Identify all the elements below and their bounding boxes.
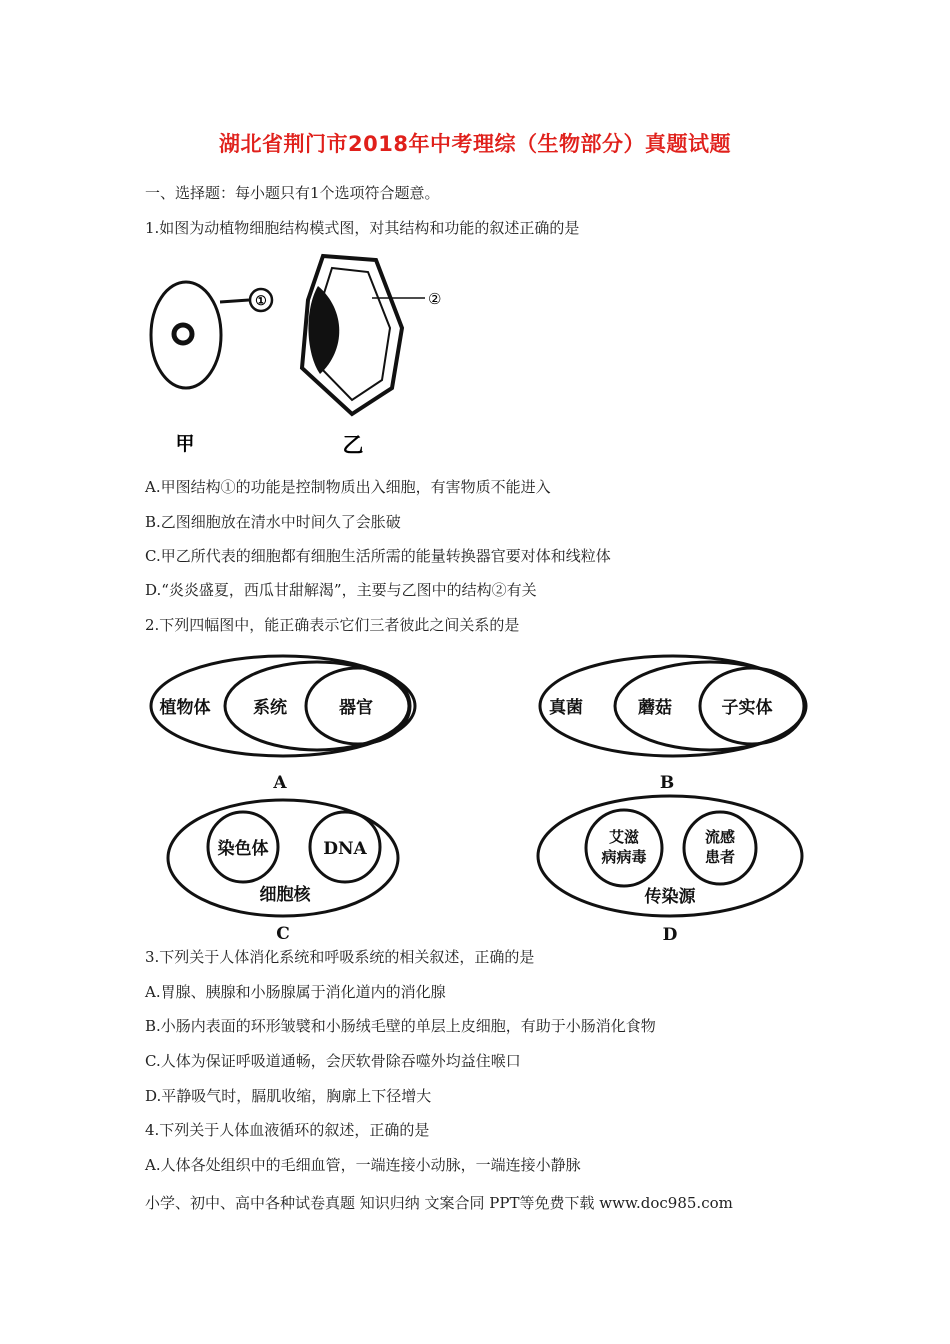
diagram-b-middle: 蘑菇 <box>638 698 672 718</box>
diagram-d-outer: 传染源 <box>644 887 696 907</box>
diagram-d-left-line1: 艾滋 <box>608 828 640 846</box>
diagram-c <box>168 800 398 944</box>
diagram-c-letter: C <box>276 924 290 944</box>
diagram-d-right-line1: 流感 <box>704 828 736 846</box>
marker-2: ② <box>428 290 442 308</box>
animal-cell-jia <box>151 282 272 388</box>
q1-option-c: C.甲乙所代表的细胞都有细胞生活所需的能量转换器官要对体和线粒体 <box>145 547 611 565</box>
q4-option-a: A.人体各处组织中的毛细血管，一端连接小动脉，一端连接小静脉 <box>145 1156 581 1174</box>
diagram-d <box>538 796 802 945</box>
q3-option-b: B.小肠内表面的环形皱襞和小肠绒毛壁的单层上皮细胞，有助于小肠消化食物 <box>145 1017 656 1035</box>
relationship-diagrams <box>140 650 820 945</box>
diagram-b-letter: B <box>659 773 675 793</box>
q3-option-a: A.胃腺、胰腺和小肠腺属于消化道内的消化腺 <box>145 983 446 1001</box>
section-heading: 一、选择题：每小题只有1个选项符合题意。 <box>145 184 440 202</box>
label-jia: 甲 <box>175 433 195 455</box>
marker-1: ① <box>255 294 267 309</box>
diagram-b-inner: 子实体 <box>721 698 773 718</box>
cell-structure-figure <box>140 248 480 460</box>
diagram-a-middle: 系统 <box>253 698 287 718</box>
question-1-stem: 1.如图为动植物细胞结构模式图，对其结构和功能的叙述正确的是 <box>145 219 580 237</box>
diagram-a-inner: 器官 <box>339 698 373 718</box>
diagram-d-right-line2: 患者 <box>704 848 736 866</box>
diagram-c-left: 染色体 <box>217 839 269 859</box>
diagram-a <box>151 656 415 793</box>
q1-option-a: A.甲图结构①的功能是控制物质出入细胞，有害物质不能进入 <box>145 478 551 496</box>
label-yi: 乙 <box>342 432 364 457</box>
q3-option-c: C.人体为保证呼吸道通畅，会厌软骨除吞噬外均益住喉口 <box>145 1052 521 1070</box>
footer-text: 小学、初中、高中各种试卷真题 知识归纳 文案合同 PPT等免费下载 www.doc985.com <box>145 1194 733 1212</box>
q1-option-d: D.“炎炎盛夏，西瓜甘甜解渴”，主要与乙图中的结构②有关 <box>145 581 537 599</box>
diagram-a-letter: A <box>273 773 287 793</box>
page-title: 湖北省荆门市2018年中考理综（生物部分）真题试题 <box>219 132 731 156</box>
diagram-c-right: DNA <box>323 839 367 859</box>
question-4-stem: 4.下列关于人体血液循环的叙述，正确的是 <box>145 1121 430 1139</box>
diagram-a-outer: 植物体 <box>159 698 211 718</box>
plant-cell-yi <box>302 256 441 414</box>
question-3-stem: 3.下列关于人体消化系统和呼吸系统的相关叙述，正确的是 <box>145 948 535 966</box>
diagram-d-letter: D <box>662 925 678 945</box>
diagram-c-outer: 细胞核 <box>259 885 311 905</box>
diagram-b-outer: 真菌 <box>549 698 583 718</box>
q1-option-b: B.乙图细胞放在清水中时间久了会胀破 <box>145 513 401 531</box>
diagram-b <box>540 656 806 793</box>
question-2-stem: 2.下列四幅图中，能正确表示它们三者彼此之间关系的是 <box>145 616 520 634</box>
diagram-d-left-line2: 病病毒 <box>601 848 647 866</box>
q3-option-d: D.平静吸气时，膈肌收缩，胸廓上下径增大 <box>145 1087 432 1105</box>
